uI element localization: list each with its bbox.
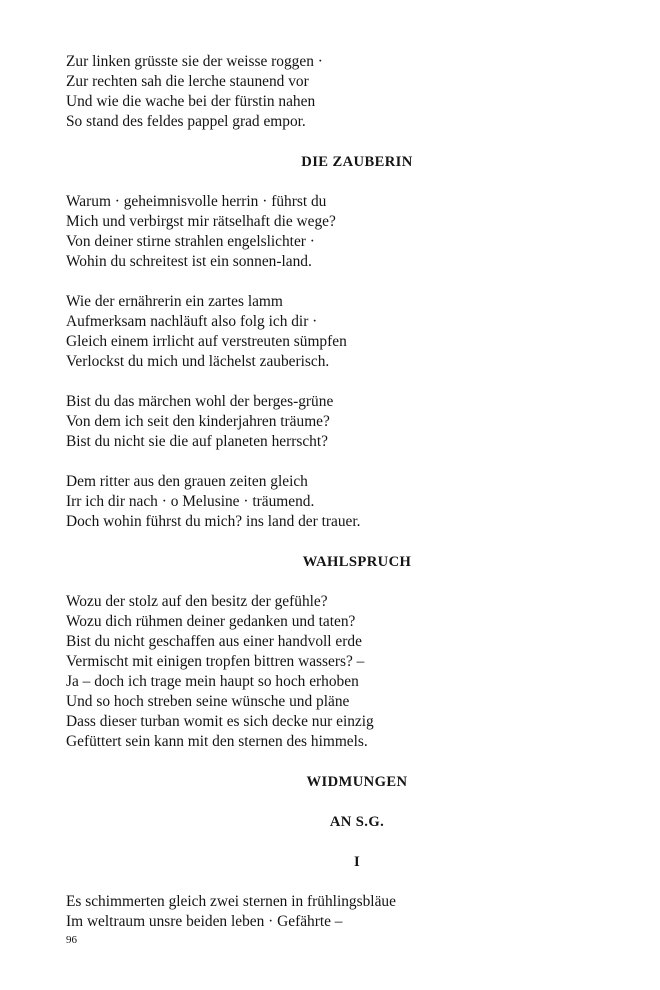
verse-line: Zur rechten sah die lerche staunend vor [66,73,309,90]
section-title: AN S.G. [329,814,385,830]
verse-line: Von dem ich seit den kinderjahren träume? [66,413,330,430]
verse-line: Wozu dich rühmen deiner gedanken und taten? [66,613,356,630]
verse-line: Es schimmerten gleich zwei sternen in frühlingsbläue [66,893,396,910]
stanza [66,192,594,272]
page-content [66,52,594,952]
verse-line: Bist du nicht sie die auf planeten herrscht? [66,433,328,450]
verse-line: Dass dieser turban womit es sich decke nur einzig [66,713,374,730]
verse-line: Vermischt mit einigen tropfen bittren wassers? – [66,653,365,670]
section-title: WAHLSPRUCH [302,554,412,570]
verse-line: Mich und verbirgst mir rätselhaft die wege? [66,213,336,230]
verse-line: Aufmerksam nachläuft also folg ich dir · [66,313,318,330]
verse-line: Zur linken grüsste sie der weisse roggen · [66,53,323,70]
verse-line: Wie der ernährerin ein zartes lamm [66,293,283,310]
stanza [66,52,594,132]
verse-line: Verlockst du mich und lächelst zauberisch. [66,353,330,370]
verse-line: Wozu der stolz auf den besitz der gefühle? [66,593,328,610]
verse-line: Bist du nicht geschaffen aus einer handvoll erde [66,633,362,650]
verse-line: Dem ritter aus den grauen zeiten gleich [66,473,308,490]
verse-line: Doch wohin führst du mich? ins land der trauer. [66,513,361,530]
verse-line: Und so hoch streben seine wünsche und pläne [66,693,350,710]
stanza [66,472,594,532]
section-title: I [353,854,361,870]
verse-line: Und wie die wache bei der fürstin nahen [66,93,316,110]
verse-line: Von deiner stirne strahlen engelslichter · [66,233,315,250]
verse-line: Gefüttert sein kann mit den sternen des himmels. [66,733,368,750]
verse-line: Ja – doch ich trage mein haupt so hoch erhoben [66,673,359,690]
verse-line: Warum · geheimnisvolle herrin · führst du [66,193,327,210]
verse-line: Wohin du schreitest ist ein sonnen-land. [66,253,312,270]
stanza [66,392,594,452]
verse-line: Im weltraum unsre beiden leben · Gefährte – [66,913,343,930]
stanza [66,292,594,372]
section-title: WIDMUNGEN [306,774,408,790]
stanza [66,892,594,932]
section-title: DIE ZAUBERIN [301,154,413,170]
verse-line: So stand des feldes pappel grad empor. [66,113,306,130]
page-number: 96 [66,934,77,946]
verse-line: Gleich einem irrlicht auf verstreuten sümpfen [66,333,347,350]
stanza [66,592,594,752]
verse-line: Bist du das märchen wohl der berges-grüne [66,393,334,410]
verse-line: Irr ich dir nach · o Melusine · träumend. [66,493,315,510]
